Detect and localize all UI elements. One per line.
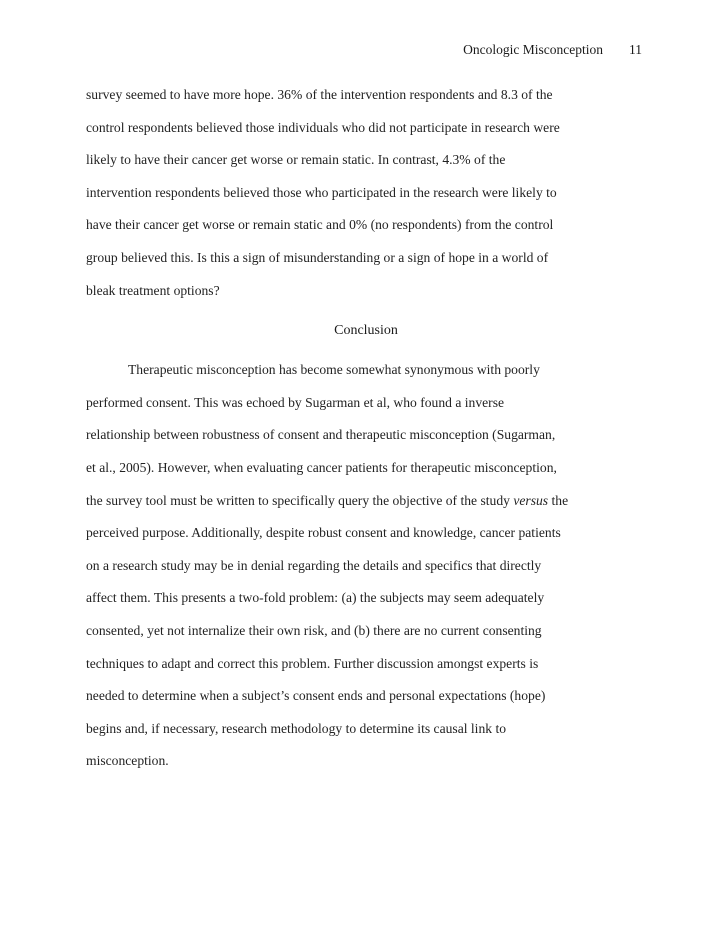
page-number: 11 xyxy=(629,42,642,57)
text-line: begins and, if necessary, research methodology to determine its causal link to xyxy=(86,720,507,736)
text-line: control respondents believed those individuals who did not participate in research were xyxy=(86,119,560,135)
text-line: perceived purpose. Additionally, despite robust consent and knowledge, cancer patients xyxy=(86,525,561,541)
text-line: relationship between robustness of consent and therapeutic misconception (Sugarman, xyxy=(86,427,556,443)
text-line: likely to have their cancer get worse or remain static. In contrast, 4.3% of the xyxy=(86,152,506,168)
text-line: survey seemed to have more hope. 36% of the intervention respondents and 8.3 of the xyxy=(86,87,553,102)
text-line-with-italic xyxy=(86,490,646,523)
text-line: intervention respondents believed those who participated in the research were likely to xyxy=(86,184,557,200)
text-line: group believed this. Is this a sign of misunderstanding or a sign of hope in a world of xyxy=(86,249,549,265)
text-line: affect them. This presents a two-fold problem: (a) the subjects may seem adequately xyxy=(86,590,545,606)
text-line: bleak treatment options? xyxy=(86,282,220,298)
paragraph-results xyxy=(86,84,646,312)
section-heading-conclusion: Conclusion xyxy=(334,323,398,339)
running-title: Oncologic Misconception xyxy=(463,42,603,57)
body-text xyxy=(86,84,646,783)
text-segment: the xyxy=(548,492,569,508)
text-line: performed consent. This was echoed by Sugarman et al, who found a inverse xyxy=(86,394,505,410)
text-line: needed to determine when a subject’s consent ends and personal expectations (hope) xyxy=(86,688,546,704)
text-line: on a research study may be in denial regarding the details and specifics that directly xyxy=(86,557,542,573)
running-head xyxy=(463,41,642,59)
text-line: techniques to adapt and correct this problem. Further discussion amongst experts is xyxy=(86,655,539,671)
paragraph-conclusion xyxy=(86,359,646,783)
text-line: Therapeutic misconception has become somewhat synonymous with poorly xyxy=(128,362,540,378)
text-line: et al., 2005). However, when evaluating cancer patients for therapeutic misconception, xyxy=(86,459,557,475)
italic-word: versus xyxy=(513,492,549,508)
text-segment: the survey tool must be written to specifically query the objective of the study xyxy=(86,492,514,508)
text-line: misconception. xyxy=(86,753,169,769)
text-line: have their cancer get worse or remain static and 0% (no respondents) from the control xyxy=(86,217,554,233)
text-line: consented, yet not internalize their own risk, and (b) there are no current consenting xyxy=(86,622,542,638)
